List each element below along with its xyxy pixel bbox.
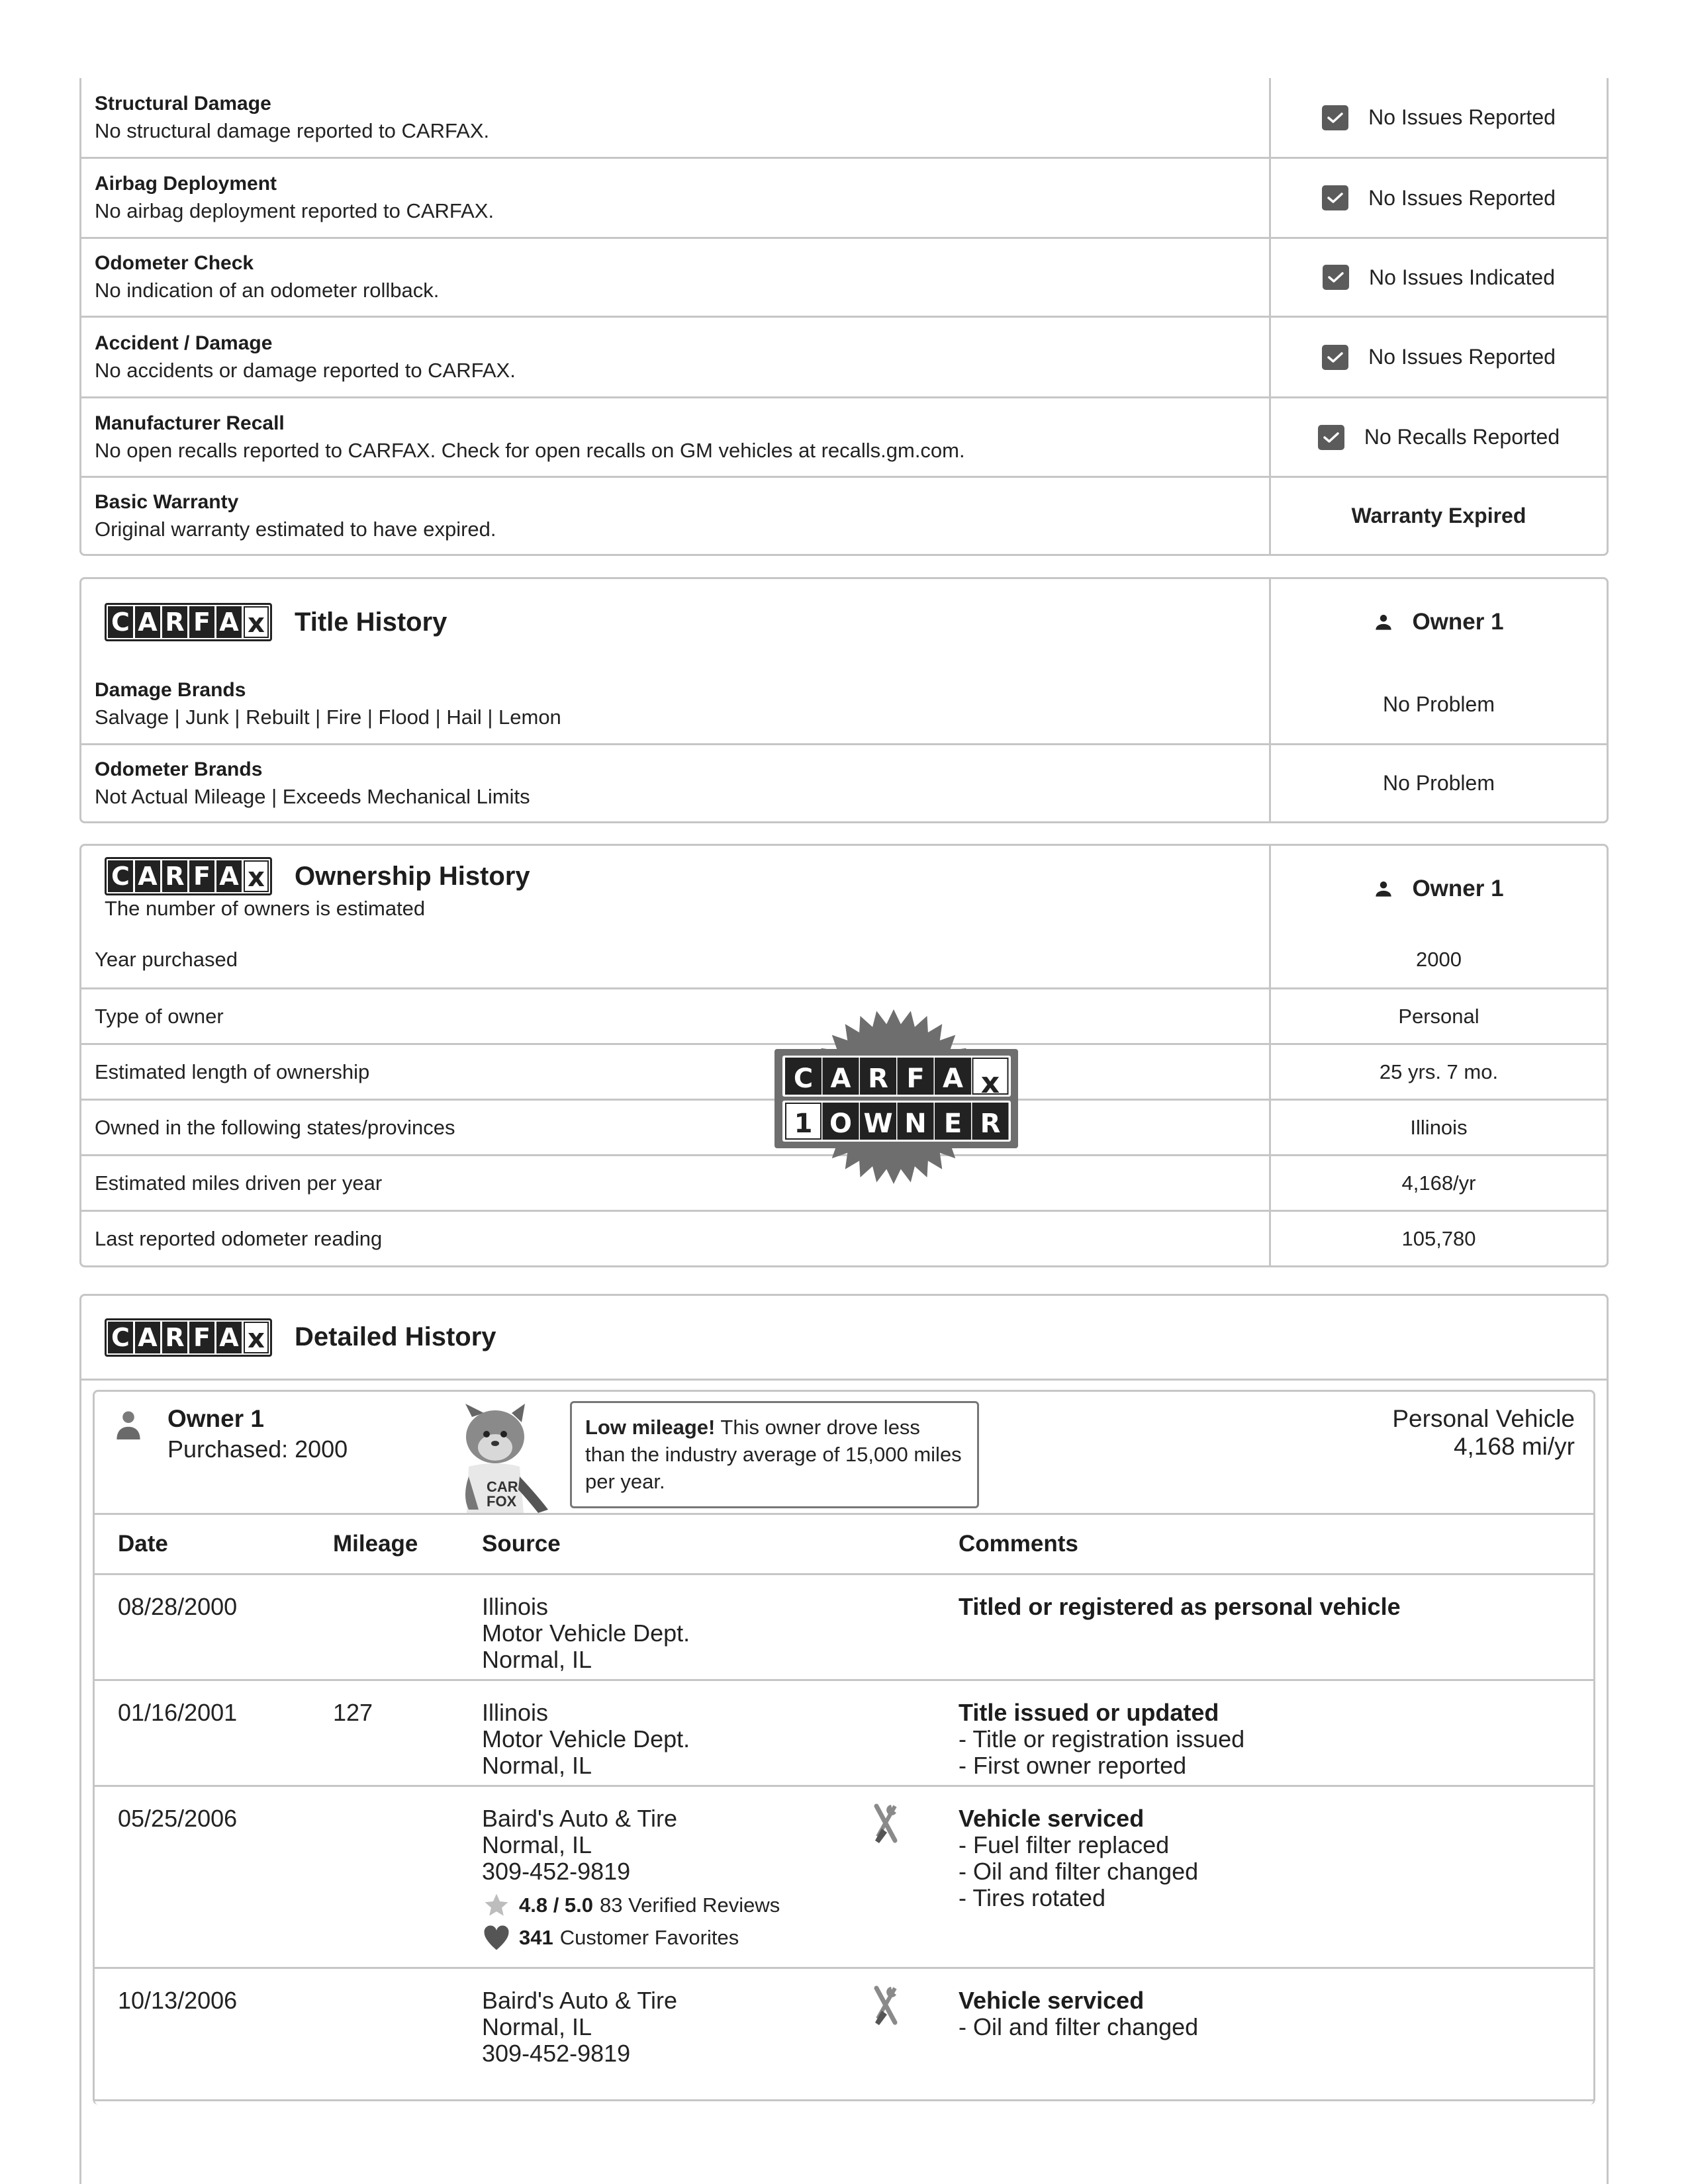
owner-purchased: Purchased: 2000	[167, 1435, 348, 1463]
comment-item: - Oil and filter changed	[959, 2013, 1199, 2040]
badge-letter: R	[868, 1064, 888, 1094]
status-text: No Issues Reported	[1368, 345, 1556, 369]
logo-letter: A	[216, 606, 242, 638]
callout-text: This owner drove less than the industry average of 15,000 miles per year.	[585, 1416, 962, 1493]
ownership-value: Illinois	[1269, 1101, 1607, 1154]
record-comments	[959, 1594, 1401, 1620]
badge-letter: A	[830, 1064, 851, 1094]
summary-status	[1269, 318, 1607, 396]
service-tools-icon	[872, 1985, 899, 2031]
badge-letter: x	[980, 1066, 1000, 1100]
summary-row	[81, 396, 1607, 476]
logo-letter: A	[216, 1322, 242, 1353]
logo-letter: C	[108, 860, 133, 892]
comment-item: - Title or registration issued	[959, 1725, 1245, 1752]
star-icon	[482, 1891, 511, 1919]
summary-description: Original warranty estimated to have expired.	[95, 517, 496, 541]
badge-letter: F	[906, 1064, 925, 1094]
logo-letter: A	[135, 1322, 160, 1353]
owner-name: Owner 1	[167, 1405, 264, 1432]
miles-per-year: 4,168 mi/yr	[1453, 1433, 1575, 1460]
record-source	[482, 1700, 690, 1779]
checkbox-checked-icon	[1322, 185, 1348, 210]
col-header-mileage: Mileage	[333, 1531, 418, 1557]
ownership-label: Owned in the following states/provinces	[95, 1115, 455, 1139]
source-line: 309-452-9819	[482, 1858, 631, 1885]
summary-row	[81, 237, 1607, 316]
shop-favorites[interactable]	[482, 1923, 780, 1952]
checkbox-checked-icon	[1323, 265, 1349, 290]
history-record	[95, 1969, 1593, 2101]
summary-title: Airbag Deployment	[95, 173, 277, 195]
favorites-label: Customer Favorites	[559, 1926, 739, 1949]
review-count: 83 Verified Reviews	[600, 1893, 780, 1917]
carfax-logo	[105, 1318, 272, 1357]
ownership-history-heading: Ownership History	[295, 861, 530, 891]
source-line: Normal, IL	[482, 1831, 592, 1858]
logo-letter: A	[135, 606, 160, 638]
rating-value: 4.8 / 5.0	[519, 1893, 594, 1917]
source-line: 309-452-9819	[482, 2040, 631, 2067]
owner-label: Owner 1	[1412, 876, 1504, 901]
summary-title: Manufacturer Recall	[95, 412, 285, 434]
ownership-row	[81, 932, 1607, 987]
summary-description: No structural damage reported to CARFAX.	[95, 118, 490, 142]
title-history-card	[79, 577, 1609, 823]
comment-title: Vehicle serviced	[959, 1805, 1145, 1832]
summary-status	[1269, 478, 1607, 554]
status-text: No Issues Reported	[1368, 185, 1556, 210]
title-history-heading: Title History	[295, 607, 447, 637]
badge-letter: O	[829, 1109, 853, 1139]
person-icon	[115, 1410, 142, 1439]
summary-description: No accidents or damage reported to CARFAX.	[95, 358, 516, 382]
col-header-comments: Comments	[959, 1531, 1078, 1557]
svg-text:FOX: FOX	[487, 1493, 517, 1510]
summary-status	[1269, 78, 1607, 157]
record-date: 10/13/2006	[118, 1987, 238, 2014]
record-comments	[959, 1700, 1244, 1779]
record-date: 08/28/2000	[118, 1593, 238, 1620]
ownership-subheading: The number of owners is estimated	[105, 897, 426, 920]
brand-list: Salvage | Junk | Rebuilt | Fire | Flood | Hail | Lemon	[95, 705, 561, 729]
summary-description: No airbag deployment reported to CARFAX.	[95, 199, 494, 222]
history-record	[95, 1681, 1593, 1787]
logo-letter: C	[108, 1322, 133, 1353]
owner-column-header	[1374, 609, 1503, 635]
vehicle-type: Personal Vehicle	[1392, 1405, 1575, 1432]
record-source	[482, 1594, 690, 1673]
brand-title: Damage Brands	[95, 679, 246, 701]
comment-item: - First owner reported	[959, 1752, 1187, 1779]
badge-letter: C	[793, 1064, 814, 1094]
summary-row	[81, 476, 1607, 554]
summary-title: Accident / Damage	[95, 332, 273, 354]
comment-title: Vehicle serviced	[959, 1987, 1145, 2014]
summary-row	[81, 78, 1607, 157]
owner-label: Owner 1	[1412, 609, 1504, 635]
low-mileage-callout	[570, 1401, 979, 1508]
source-line: Baird's Auto & Tire	[482, 1805, 678, 1832]
ownership-value: 105,780	[1269, 1212, 1607, 1265]
source-line: Illinois	[482, 1593, 549, 1620]
ownership-label: Type of owner	[95, 1004, 224, 1028]
source-line: Motor Vehicle Dept.	[482, 1619, 690, 1647]
col-header-source: Source	[482, 1531, 561, 1557]
detailed-history-heading: Detailed History	[295, 1322, 496, 1351]
record-comments	[959, 1805, 1198, 1911]
badge-letter: W	[863, 1109, 893, 1139]
mascot-shirt-text: CAR	[487, 1479, 518, 1495]
ownership-label: Last reported odometer reading	[95, 1226, 383, 1250]
checkbox-checked-icon	[1318, 425, 1344, 450]
source-line: Normal, IL	[482, 1646, 592, 1673]
badge-letter: 1	[794, 1109, 813, 1139]
logo-letter: R	[162, 606, 187, 638]
shop-rating[interactable]	[482, 1891, 780, 1919]
carfax-one-owner-badge	[768, 1009, 1019, 1185]
status-text: No Issues Reported	[1368, 105, 1556, 129]
ownership-label: Estimated length of ownership	[95, 1060, 370, 1083]
brand-list: Not Actual Mileage | Exceeds Mechanical Limits	[95, 784, 530, 808]
logo-letter: F	[189, 1322, 214, 1353]
record-mileage: 127	[333, 1699, 373, 1726]
ownership-label: Estimated miles driven per year	[95, 1171, 383, 1195]
carfax-logo	[105, 857, 272, 895]
history-summary-card	[79, 78, 1609, 556]
carfax-logo	[105, 603, 272, 641]
brand-status: No Problem	[1269, 665, 1607, 743]
record-comments	[959, 1987, 1198, 2040]
source-line: Normal, IL	[482, 2013, 592, 2040]
status-text: Warranty Expired	[1351, 504, 1526, 527]
source-line: Baird's Auto & Tire	[482, 1987, 678, 2014]
logo-letter: C	[108, 606, 133, 638]
badge-letter: A	[943, 1064, 963, 1094]
logo-letter: R	[162, 1322, 187, 1353]
record-source	[482, 1987, 677, 2067]
owner-column-header	[1374, 876, 1503, 902]
title-brand-row	[81, 743, 1607, 821]
heart-icon	[482, 1923, 511, 1952]
brand-title: Odometer Brands	[95, 758, 263, 780]
callout-bold: Low mileage!	[585, 1416, 716, 1439]
summary-status	[1269, 239, 1607, 316]
person-icon	[1374, 880, 1393, 898]
favorites-count: 341	[519, 1926, 553, 1949]
summary-status	[1269, 159, 1607, 237]
badge-letter: E	[943, 1109, 962, 1139]
summary-row	[81, 316, 1607, 396]
record-date: 01/16/2001	[118, 1699, 238, 1726]
owner-history-panel	[93, 1390, 1595, 2105]
ownership-value: 25 yrs. 7 mo.	[1269, 1045, 1607, 1099]
status-text: No Recalls Reported	[1364, 425, 1560, 449]
carfox-mascot	[445, 1404, 558, 1513]
history-table-header	[95, 1513, 1593, 1575]
logo-letter: F	[189, 860, 214, 892]
source-line: Normal, IL	[482, 1752, 592, 1779]
summary-title: Odometer Check	[95, 252, 254, 274]
comment-item: - Fuel filter replaced	[959, 1831, 1170, 1858]
source-line: Illinois	[482, 1699, 549, 1726]
ownership-value: Personal	[1269, 989, 1607, 1043]
checkbox-checked-icon	[1322, 345, 1348, 370]
source-line: Motor Vehicle Dept.	[482, 1725, 690, 1752]
badge-letter: N	[904, 1109, 927, 1139]
ownership-value: 4,168/yr	[1269, 1156, 1607, 1210]
logo-letter: R	[162, 860, 187, 892]
summary-status	[1269, 398, 1607, 476]
logo-letter: A	[216, 860, 242, 892]
summary-row	[81, 157, 1607, 237]
title-brand-row	[81, 665, 1607, 743]
status-text: No Issues Indicated	[1368, 265, 1556, 289]
brand-status: No Problem	[1269, 745, 1607, 821]
summary-title: Basic Warranty	[95, 490, 239, 513]
summary-description: No indication of an odometer rollback.	[95, 279, 440, 302]
logo-letter: x	[244, 606, 269, 638]
comment-item: - Oil and filter changed	[959, 1858, 1199, 1885]
history-record	[95, 1575, 1593, 1681]
person-icon	[1374, 613, 1393, 631]
ownership-value: 2000	[1269, 932, 1607, 987]
col-header-date: Date	[118, 1531, 168, 1557]
logo-letter: F	[189, 606, 214, 638]
record-source	[482, 1805, 780, 1952]
logo-letter: x	[244, 860, 269, 892]
summary-description: No open recalls reported to CARFAX. Check for open recalls on GM vehicles at recalls.gm.com.	[95, 438, 965, 462]
logo-letter: x	[244, 1322, 269, 1353]
history-record	[95, 1787, 1593, 1969]
checkbox-checked-icon	[1322, 105, 1348, 130]
comment-item: - Tires rotated	[959, 1884, 1106, 1911]
service-tools-icon	[872, 1803, 899, 1849]
badge-letter: R	[980, 1109, 1001, 1139]
logo-letter: A	[135, 860, 160, 892]
summary-title: Structural Damage	[95, 92, 271, 114]
comment-title: Titled or registered as personal vehicle	[959, 1593, 1401, 1620]
ownership-row	[81, 1210, 1607, 1265]
record-date: 05/25/2006	[118, 1805, 238, 1832]
ownership-label: Year purchased	[95, 948, 238, 971]
comment-title: Title issued or updated	[959, 1699, 1219, 1726]
